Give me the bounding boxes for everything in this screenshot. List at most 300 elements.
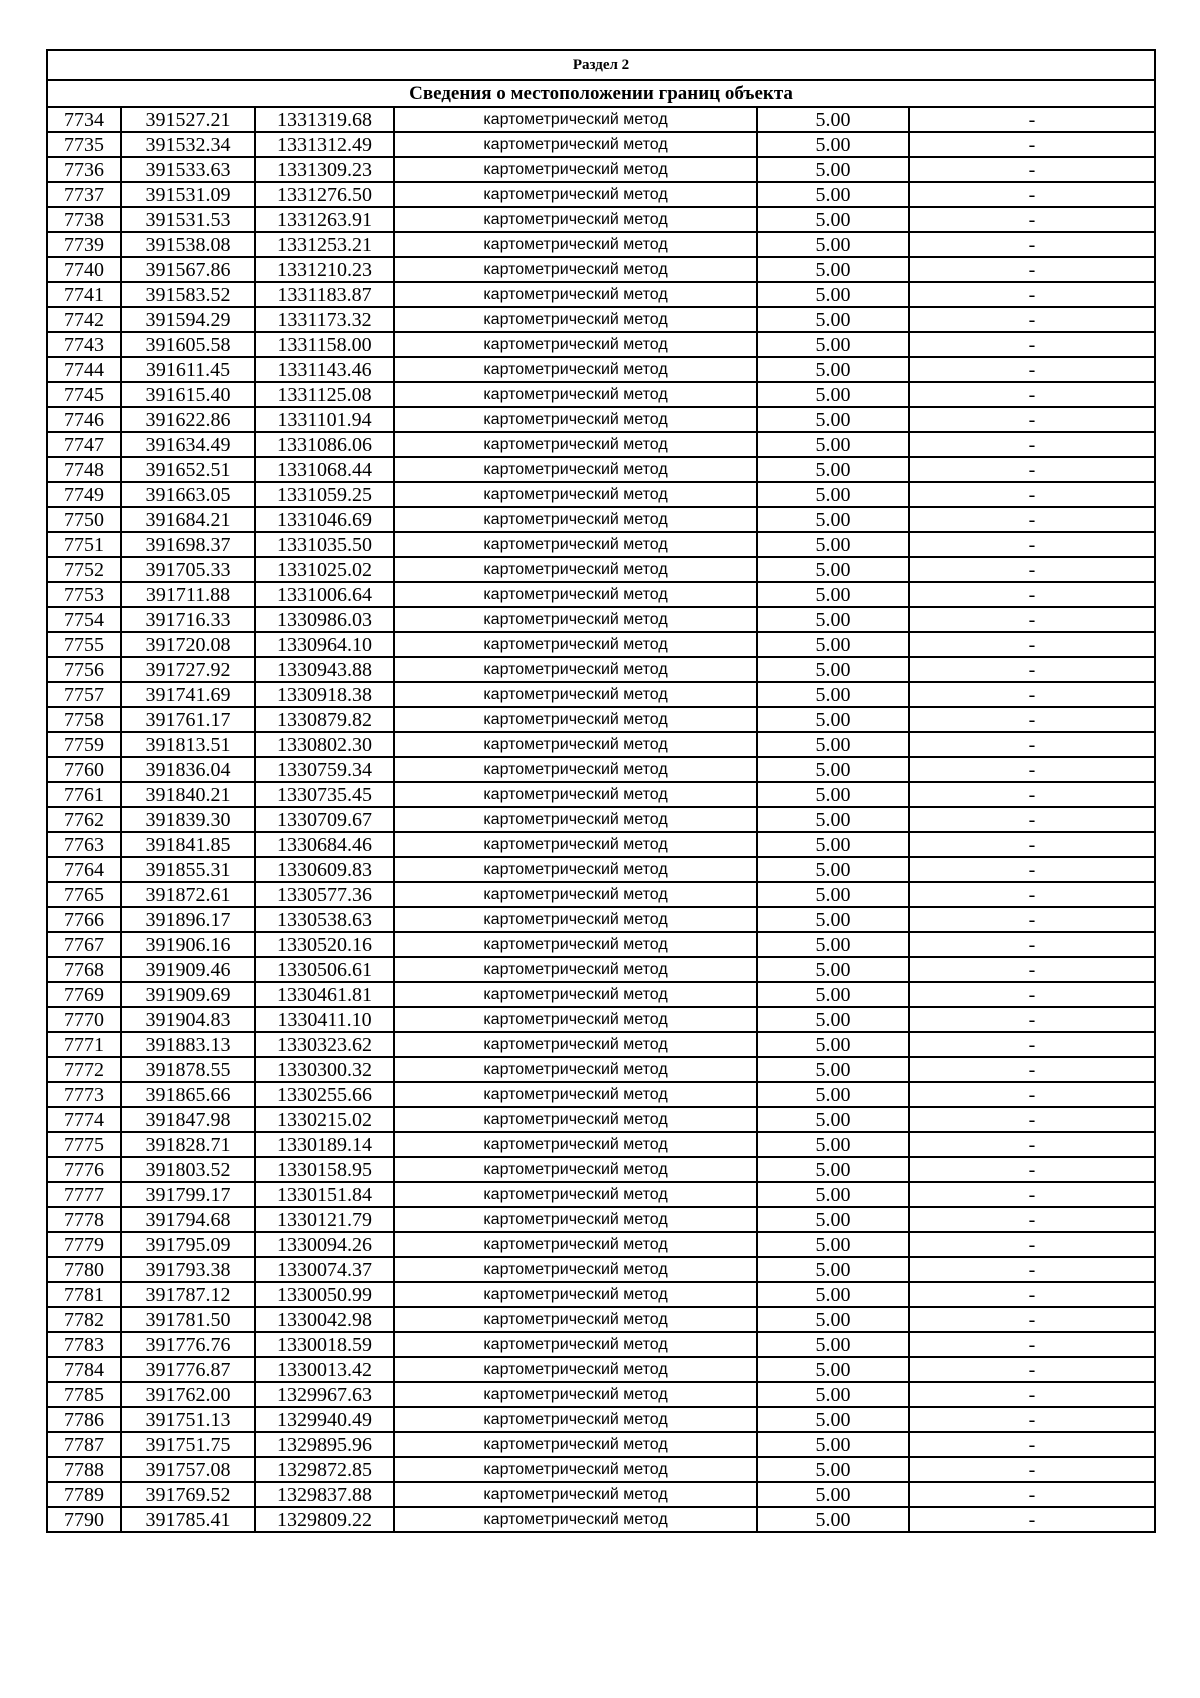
description-cell: - xyxy=(909,1282,1155,1307)
accuracy-cell: 5.00 xyxy=(757,1057,909,1082)
description-cell: - xyxy=(909,932,1155,957)
x-coordinate-cell: 391538.08 xyxy=(121,232,255,257)
description-cell: - xyxy=(909,1357,1155,1382)
x-coordinate-cell: 391663.05 xyxy=(121,482,255,507)
description-cell: - xyxy=(909,332,1155,357)
x-coordinate-cell: 391751.75 xyxy=(121,1432,255,1457)
accuracy-cell: 5.00 xyxy=(757,1257,909,1282)
y-coordinate-cell: 1330151.84 xyxy=(255,1182,394,1207)
table-title: Сведения о местоположении границ объекта xyxy=(47,80,1155,107)
y-coordinate-cell: 1330964.10 xyxy=(255,632,394,657)
accuracy-cell: 5.00 xyxy=(757,732,909,757)
point-number-cell: 7745 xyxy=(47,382,121,407)
accuracy-cell: 5.00 xyxy=(757,807,909,832)
table-row xyxy=(47,282,1155,307)
x-coordinate-cell: 391622.86 xyxy=(121,407,255,432)
y-coordinate-cell: 1330986.03 xyxy=(255,607,394,632)
x-coordinate-cell: 391847.98 xyxy=(121,1107,255,1132)
method-cell: картометрический метод xyxy=(394,1257,757,1282)
x-coordinate-cell: 391785.41 xyxy=(121,1507,255,1532)
method-cell: картометрический метод xyxy=(394,632,757,657)
table-row xyxy=(47,707,1155,732)
method-cell: картометрический метод xyxy=(394,1457,757,1482)
x-coordinate-cell: 391794.68 xyxy=(121,1207,255,1232)
description-cell: - xyxy=(909,907,1155,932)
y-coordinate-cell: 1330018.59 xyxy=(255,1332,394,1357)
table-row xyxy=(47,232,1155,257)
method-cell: картометрический метод xyxy=(394,1507,757,1532)
description-cell: - xyxy=(909,807,1155,832)
accuracy-cell: 5.00 xyxy=(757,857,909,882)
x-coordinate-cell: 391531.09 xyxy=(121,182,255,207)
point-number-cell: 7779 xyxy=(47,1232,121,1257)
table-row xyxy=(47,357,1155,382)
point-number-cell: 7740 xyxy=(47,257,121,282)
point-number-cell: 7766 xyxy=(47,907,121,932)
method-cell: картометрический метод xyxy=(394,407,757,432)
point-number-cell: 7772 xyxy=(47,1057,121,1082)
method-cell: картометрический метод xyxy=(394,357,757,382)
description-cell: - xyxy=(909,157,1155,182)
accuracy-cell: 5.00 xyxy=(757,207,909,232)
y-coordinate-cell: 1329872.85 xyxy=(255,1457,394,1482)
method-cell: картометрический метод xyxy=(394,182,757,207)
method-cell: картометрический метод xyxy=(394,532,757,557)
table-row xyxy=(47,732,1155,757)
point-number-cell: 7759 xyxy=(47,732,121,757)
accuracy-cell: 5.00 xyxy=(757,1157,909,1182)
accuracy-cell: 5.00 xyxy=(757,882,909,907)
accuracy-cell: 5.00 xyxy=(757,1457,909,1482)
method-cell: картометрический метод xyxy=(394,1132,757,1157)
method-cell: картометрический метод xyxy=(394,657,757,682)
method-cell: картометрический метод xyxy=(394,857,757,882)
table-row xyxy=(47,1107,1155,1132)
y-coordinate-cell: 1330609.83 xyxy=(255,857,394,882)
method-cell: картометрический метод xyxy=(394,507,757,532)
accuracy-cell: 5.00 xyxy=(757,1032,909,1057)
point-number-cell: 7785 xyxy=(47,1382,121,1407)
y-coordinate-cell: 1329967.63 xyxy=(255,1382,394,1407)
x-coordinate-cell: 391909.69 xyxy=(121,982,255,1007)
y-coordinate-cell: 1330074.37 xyxy=(255,1257,394,1282)
table-row xyxy=(47,332,1155,357)
table-row xyxy=(47,807,1155,832)
table-row xyxy=(47,782,1155,807)
x-coordinate-cell: 391799.17 xyxy=(121,1182,255,1207)
description-cell: - xyxy=(909,232,1155,257)
x-coordinate-cell: 391634.49 xyxy=(121,432,255,457)
accuracy-cell: 5.00 xyxy=(757,457,909,482)
method-cell: картометрический метод xyxy=(394,957,757,982)
point-number-cell: 7783 xyxy=(47,1332,121,1357)
point-number-cell: 7734 xyxy=(47,107,121,132)
description-cell: - xyxy=(909,1182,1155,1207)
accuracy-cell: 5.00 xyxy=(757,1132,909,1157)
point-number-cell: 7741 xyxy=(47,282,121,307)
description-cell: - xyxy=(909,582,1155,607)
section-label: Раздел 2 xyxy=(47,50,1155,80)
table-row xyxy=(47,1157,1155,1182)
description-cell: - xyxy=(909,1082,1155,1107)
method-cell: картометрический метод xyxy=(394,232,757,257)
y-coordinate-cell: 1331025.02 xyxy=(255,557,394,582)
point-number-cell: 7749 xyxy=(47,482,121,507)
point-number-cell: 7765 xyxy=(47,882,121,907)
x-coordinate-cell: 391762.00 xyxy=(121,1382,255,1407)
accuracy-cell: 5.00 xyxy=(757,1507,909,1532)
table-row xyxy=(47,1132,1155,1157)
accuracy-cell: 5.00 xyxy=(757,1082,909,1107)
point-number-cell: 7738 xyxy=(47,207,121,232)
accuracy-cell: 5.00 xyxy=(757,632,909,657)
table-row xyxy=(47,1357,1155,1382)
table-row xyxy=(47,982,1155,1007)
accuracy-cell: 5.00 xyxy=(757,257,909,282)
point-number-cell: 7737 xyxy=(47,182,121,207)
method-cell: картометрический метод xyxy=(394,1032,757,1057)
x-coordinate-cell: 391896.17 xyxy=(121,907,255,932)
y-coordinate-cell: 1330802.30 xyxy=(255,732,394,757)
y-coordinate-cell: 1331059.25 xyxy=(255,482,394,507)
point-number-cell: 7757 xyxy=(47,682,121,707)
x-coordinate-cell: 391716.33 xyxy=(121,607,255,632)
y-coordinate-cell: 1329809.22 xyxy=(255,1507,394,1532)
point-number-cell: 7788 xyxy=(47,1457,121,1482)
table-row xyxy=(47,157,1155,182)
description-cell: - xyxy=(909,107,1155,132)
x-coordinate-cell: 391781.50 xyxy=(121,1307,255,1332)
x-coordinate-cell: 391909.46 xyxy=(121,957,255,982)
accuracy-cell: 5.00 xyxy=(757,907,909,932)
description-cell: - xyxy=(909,1507,1155,1532)
description-cell: - xyxy=(909,632,1155,657)
y-coordinate-cell: 1330918.38 xyxy=(255,682,394,707)
y-coordinate-cell: 1331276.50 xyxy=(255,182,394,207)
accuracy-cell: 5.00 xyxy=(757,1007,909,1032)
y-coordinate-cell: 1330577.36 xyxy=(255,882,394,907)
y-coordinate-cell: 1331046.69 xyxy=(255,507,394,532)
table-row xyxy=(47,657,1155,682)
point-number-cell: 7755 xyxy=(47,632,121,657)
table-row xyxy=(47,832,1155,857)
accuracy-cell: 5.00 xyxy=(757,182,909,207)
x-coordinate-cell: 391583.52 xyxy=(121,282,255,307)
method-cell: картометрический метод xyxy=(394,1432,757,1457)
method-cell: картометрический метод xyxy=(394,582,757,607)
method-cell: картометрический метод xyxy=(394,907,757,932)
accuracy-cell: 5.00 xyxy=(757,1307,909,1332)
method-cell: картометрический метод xyxy=(394,1007,757,1032)
table-row xyxy=(47,457,1155,482)
table-title-row xyxy=(47,80,1155,107)
point-number-cell: 7776 xyxy=(47,1157,121,1182)
y-coordinate-cell: 1331068.44 xyxy=(255,457,394,482)
method-cell: картометрический метод xyxy=(394,1407,757,1432)
accuracy-cell: 5.00 xyxy=(757,1432,909,1457)
table-row xyxy=(47,182,1155,207)
method-cell: картометрический метод xyxy=(394,132,757,157)
x-coordinate-cell: 391803.52 xyxy=(121,1157,255,1182)
accuracy-cell: 5.00 xyxy=(757,1207,909,1232)
accuracy-cell: 5.00 xyxy=(757,432,909,457)
method-cell: картометрический метод xyxy=(394,882,757,907)
y-coordinate-cell: 1330879.82 xyxy=(255,707,394,732)
point-number-cell: 7748 xyxy=(47,457,121,482)
accuracy-cell: 5.00 xyxy=(757,1332,909,1357)
method-cell: картометрический метод xyxy=(394,1482,757,1507)
description-cell: - xyxy=(909,482,1155,507)
table-row xyxy=(47,132,1155,157)
y-coordinate-cell: 1330158.95 xyxy=(255,1157,394,1182)
x-coordinate-cell: 391787.12 xyxy=(121,1282,255,1307)
y-coordinate-cell: 1331309.23 xyxy=(255,157,394,182)
y-coordinate-cell: 1330735.45 xyxy=(255,782,394,807)
accuracy-cell: 5.00 xyxy=(757,782,909,807)
x-coordinate-cell: 391855.31 xyxy=(121,857,255,882)
x-coordinate-cell: 391906.16 xyxy=(121,932,255,957)
point-number-cell: 7782 xyxy=(47,1307,121,1332)
description-cell: - xyxy=(909,1032,1155,1057)
x-coordinate-cell: 391605.58 xyxy=(121,332,255,357)
accuracy-cell: 5.00 xyxy=(757,607,909,632)
table-row xyxy=(47,1007,1155,1032)
method-cell: картометрический метод xyxy=(394,1107,757,1132)
table-row xyxy=(47,1457,1155,1482)
method-cell: картометрический метод xyxy=(394,557,757,582)
description-cell: - xyxy=(909,1207,1155,1232)
accuracy-cell: 5.00 xyxy=(757,582,909,607)
method-cell: картометрический метод xyxy=(394,332,757,357)
method-cell: картометрический метод xyxy=(394,1357,757,1382)
x-coordinate-cell: 391705.33 xyxy=(121,557,255,582)
accuracy-cell: 5.00 xyxy=(757,157,909,182)
table-row xyxy=(47,907,1155,932)
point-number-cell: 7786 xyxy=(47,1407,121,1432)
description-cell: - xyxy=(909,732,1155,757)
method-cell: картометрический метод xyxy=(394,307,757,332)
point-number-cell: 7744 xyxy=(47,357,121,382)
point-number-cell: 7750 xyxy=(47,507,121,532)
x-coordinate-cell: 391883.13 xyxy=(121,1032,255,1057)
point-number-cell: 7775 xyxy=(47,1132,121,1157)
y-coordinate-cell: 1329837.88 xyxy=(255,1482,394,1507)
point-number-cell: 7743 xyxy=(47,332,121,357)
y-coordinate-cell: 1331263.91 xyxy=(255,207,394,232)
y-coordinate-cell: 1330042.98 xyxy=(255,1307,394,1332)
point-number-cell: 7787 xyxy=(47,1432,121,1457)
accuracy-cell: 5.00 xyxy=(757,282,909,307)
method-cell: картометрический метод xyxy=(394,1057,757,1082)
x-coordinate-cell: 391527.21 xyxy=(121,107,255,132)
point-number-cell: 7762 xyxy=(47,807,121,832)
table-row xyxy=(47,107,1155,132)
table-row xyxy=(47,557,1155,582)
y-coordinate-cell: 1331035.50 xyxy=(255,532,394,557)
table-row xyxy=(47,932,1155,957)
x-coordinate-cell: 391840.21 xyxy=(121,782,255,807)
x-coordinate-cell: 391652.51 xyxy=(121,457,255,482)
method-cell: картометрический метод xyxy=(394,1382,757,1407)
table-row xyxy=(47,1207,1155,1232)
point-number-cell: 7778 xyxy=(47,1207,121,1232)
method-cell: картометрический метод xyxy=(394,282,757,307)
y-coordinate-cell: 1330759.34 xyxy=(255,757,394,782)
accuracy-cell: 5.00 xyxy=(757,1482,909,1507)
method-cell: картометрический метод xyxy=(394,1332,757,1357)
y-coordinate-cell: 1331253.21 xyxy=(255,232,394,257)
point-number-cell: 7790 xyxy=(47,1507,121,1532)
point-number-cell: 7735 xyxy=(47,132,121,157)
y-coordinate-cell: 1331101.94 xyxy=(255,407,394,432)
y-coordinate-cell: 1330538.63 xyxy=(255,907,394,932)
y-coordinate-cell: 1330094.26 xyxy=(255,1232,394,1257)
document-page xyxy=(46,49,1154,1533)
table-row xyxy=(47,1482,1155,1507)
table-row xyxy=(47,207,1155,232)
accuracy-cell: 5.00 xyxy=(757,557,909,582)
y-coordinate-cell: 1331183.87 xyxy=(255,282,394,307)
method-cell: картометрический метод xyxy=(394,107,757,132)
table-row xyxy=(47,682,1155,707)
accuracy-cell: 5.00 xyxy=(757,132,909,157)
table-row xyxy=(47,1182,1155,1207)
description-cell: - xyxy=(909,782,1155,807)
description-cell: - xyxy=(909,132,1155,157)
y-coordinate-cell: 1331319.68 xyxy=(255,107,394,132)
table-row xyxy=(47,1507,1155,1532)
method-cell: картометрический метод xyxy=(394,1282,757,1307)
x-coordinate-cell: 391698.37 xyxy=(121,532,255,557)
point-number-cell: 7752 xyxy=(47,557,121,582)
x-coordinate-cell: 391769.52 xyxy=(121,1482,255,1507)
description-cell: - xyxy=(909,1382,1155,1407)
y-coordinate-cell: 1330013.42 xyxy=(255,1357,394,1382)
point-number-cell: 7780 xyxy=(47,1257,121,1282)
description-cell: - xyxy=(909,382,1155,407)
x-coordinate-cell: 391776.76 xyxy=(121,1332,255,1357)
y-coordinate-cell: 1331158.00 xyxy=(255,332,394,357)
y-coordinate-cell: 1331143.46 xyxy=(255,357,394,382)
y-coordinate-cell: 1330255.66 xyxy=(255,1082,394,1107)
method-cell: картометрический метод xyxy=(394,157,757,182)
point-number-cell: 7739 xyxy=(47,232,121,257)
y-coordinate-cell: 1330684.46 xyxy=(255,832,394,857)
point-number-cell: 7769 xyxy=(47,982,121,1007)
point-number-cell: 7767 xyxy=(47,932,121,957)
table-row xyxy=(47,257,1155,282)
point-number-cell: 7777 xyxy=(47,1182,121,1207)
x-coordinate-cell: 391594.29 xyxy=(121,307,255,332)
x-coordinate-cell: 391751.13 xyxy=(121,1407,255,1432)
x-coordinate-cell: 391711.88 xyxy=(121,582,255,607)
x-coordinate-cell: 391904.83 xyxy=(121,1007,255,1032)
point-number-cell: 7761 xyxy=(47,782,121,807)
accuracy-cell: 5.00 xyxy=(757,107,909,132)
accuracy-cell: 5.00 xyxy=(757,1382,909,1407)
description-cell: - xyxy=(909,882,1155,907)
table-row xyxy=(47,507,1155,532)
y-coordinate-cell: 1331173.32 xyxy=(255,307,394,332)
table-row xyxy=(47,1382,1155,1407)
description-cell: - xyxy=(909,1232,1155,1257)
y-coordinate-cell: 1331006.64 xyxy=(255,582,394,607)
y-coordinate-cell: 1331125.08 xyxy=(255,382,394,407)
table-row xyxy=(47,1082,1155,1107)
table-row xyxy=(47,957,1155,982)
y-coordinate-cell: 1330943.88 xyxy=(255,657,394,682)
point-number-cell: 7763 xyxy=(47,832,121,857)
table-row xyxy=(47,1282,1155,1307)
point-number-cell: 7789 xyxy=(47,1482,121,1507)
accuracy-cell: 5.00 xyxy=(757,657,909,682)
description-cell: - xyxy=(909,832,1155,857)
accuracy-cell: 5.00 xyxy=(757,982,909,1007)
point-number-cell: 7751 xyxy=(47,532,121,557)
method-cell: картометрический метод xyxy=(394,457,757,482)
description-cell: - xyxy=(909,432,1155,457)
description-cell: - xyxy=(909,1332,1155,1357)
y-coordinate-cell: 1330300.32 xyxy=(255,1057,394,1082)
x-coordinate-cell: 391839.30 xyxy=(121,807,255,832)
point-number-cell: 7770 xyxy=(47,1007,121,1032)
description-cell: - xyxy=(909,1307,1155,1332)
table-row xyxy=(47,607,1155,632)
method-cell: картометрический метод xyxy=(394,1157,757,1182)
point-number-cell: 7756 xyxy=(47,657,121,682)
y-coordinate-cell: 1330411.10 xyxy=(255,1007,394,1032)
method-cell: картометрический метод xyxy=(394,682,757,707)
accuracy-cell: 5.00 xyxy=(757,507,909,532)
accuracy-cell: 5.00 xyxy=(757,482,909,507)
table-row xyxy=(47,1332,1155,1357)
table-row xyxy=(47,1232,1155,1257)
table-row xyxy=(47,757,1155,782)
y-coordinate-cell: 1329895.96 xyxy=(255,1432,394,1457)
method-cell: картометрический метод xyxy=(394,1207,757,1232)
accuracy-cell: 5.00 xyxy=(757,357,909,382)
method-cell: картометрический метод xyxy=(394,382,757,407)
y-coordinate-cell: 1330215.02 xyxy=(255,1107,394,1132)
description-cell: - xyxy=(909,1057,1155,1082)
accuracy-cell: 5.00 xyxy=(757,1357,909,1382)
y-coordinate-cell: 1330189.14 xyxy=(255,1132,394,1157)
accuracy-cell: 5.00 xyxy=(757,1282,909,1307)
description-cell: - xyxy=(909,607,1155,632)
accuracy-cell: 5.00 xyxy=(757,1407,909,1432)
x-coordinate-cell: 391727.92 xyxy=(121,657,255,682)
accuracy-cell: 5.00 xyxy=(757,932,909,957)
accuracy-cell: 5.00 xyxy=(757,682,909,707)
description-cell: - xyxy=(909,1482,1155,1507)
point-number-cell: 7760 xyxy=(47,757,121,782)
method-cell: картометрический метод xyxy=(394,807,757,832)
x-coordinate-cell: 391828.71 xyxy=(121,1132,255,1157)
x-coordinate-cell: 391878.55 xyxy=(121,1057,255,1082)
table-row xyxy=(47,1432,1155,1457)
description-cell: - xyxy=(909,407,1155,432)
description-cell: - xyxy=(909,1457,1155,1482)
description-cell: - xyxy=(909,1157,1155,1182)
description-cell: - xyxy=(909,1107,1155,1132)
y-coordinate-cell: 1330506.61 xyxy=(255,957,394,982)
description-cell: - xyxy=(909,257,1155,282)
table-row xyxy=(47,1057,1155,1082)
table-row xyxy=(47,582,1155,607)
accuracy-cell: 5.00 xyxy=(757,832,909,857)
description-cell: - xyxy=(909,957,1155,982)
section-header-row xyxy=(47,50,1155,80)
